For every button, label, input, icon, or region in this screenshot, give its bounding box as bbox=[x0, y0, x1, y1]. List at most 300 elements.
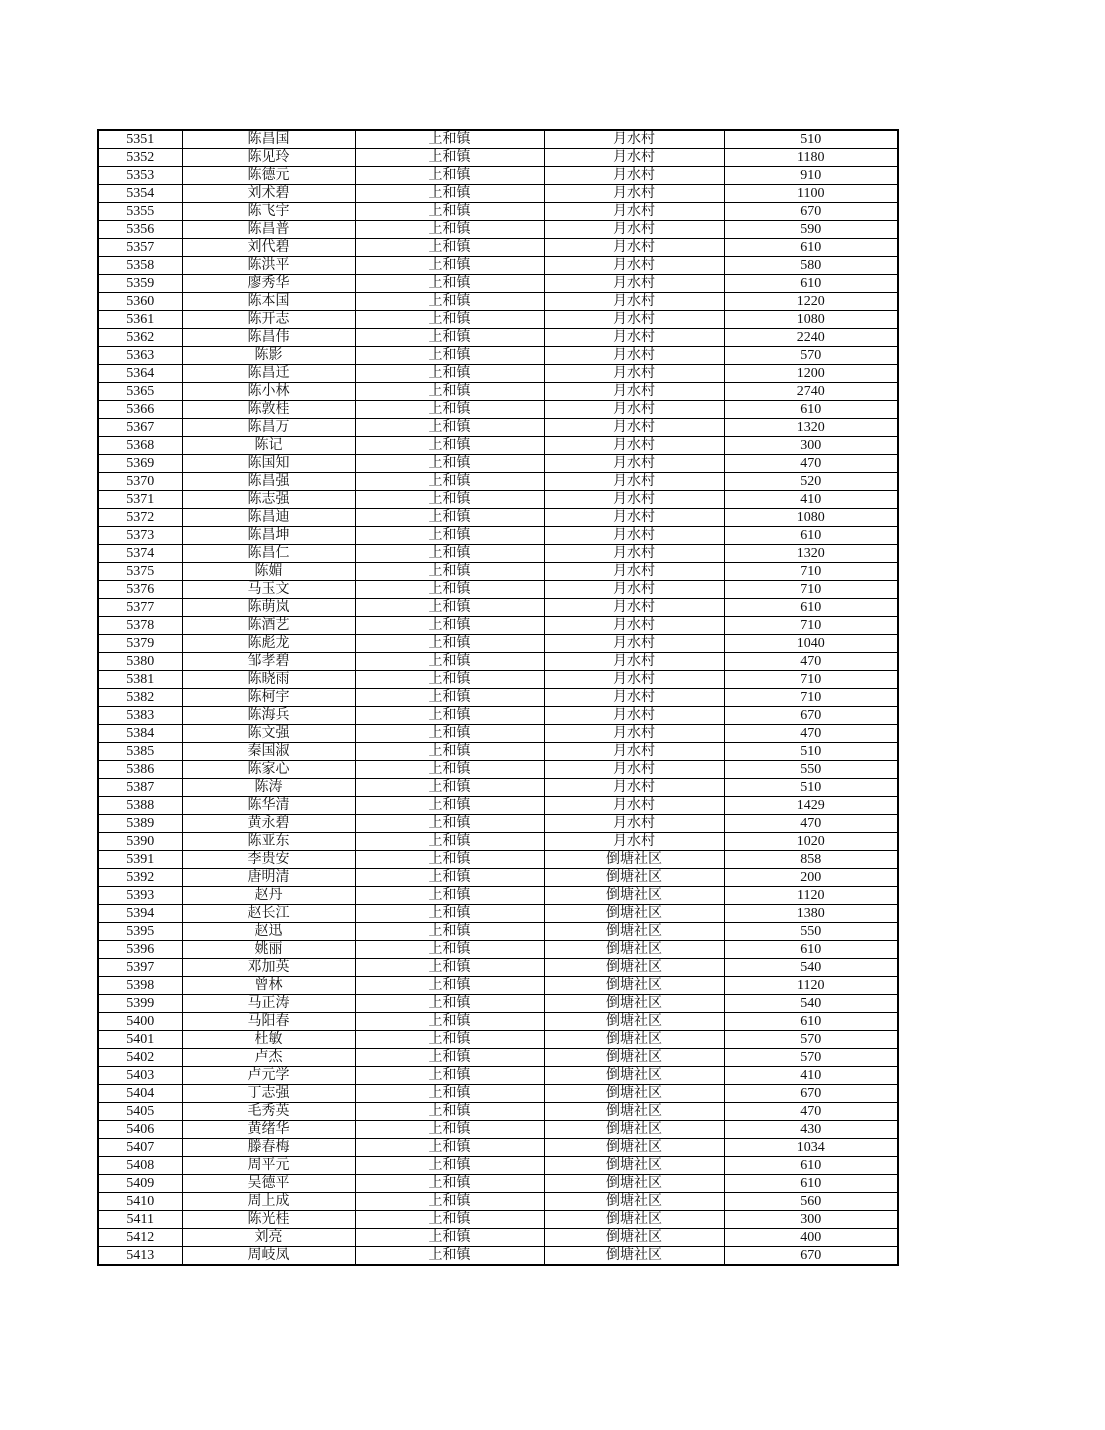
name-cell: 陈萌岚 bbox=[182, 599, 355, 617]
row-number-cell: 5411 bbox=[98, 1211, 182, 1229]
village-cell: 月水村 bbox=[544, 581, 724, 599]
amount-cell: 1020 bbox=[724, 833, 898, 851]
town-cell: 上和镇 bbox=[355, 851, 544, 869]
name-cell: 吴德平 bbox=[182, 1175, 355, 1193]
row-number-cell: 5408 bbox=[98, 1157, 182, 1175]
town-cell: 上和镇 bbox=[355, 1211, 544, 1229]
village-cell: 月水村 bbox=[544, 743, 724, 761]
village-cell: 月水村 bbox=[544, 149, 724, 167]
village-cell: 月水村 bbox=[544, 563, 724, 581]
row-number-cell: 5398 bbox=[98, 977, 182, 995]
town-cell: 上和镇 bbox=[355, 1067, 544, 1085]
table-row bbox=[98, 869, 898, 887]
amount-cell: 610 bbox=[724, 599, 898, 617]
town-cell: 上和镇 bbox=[355, 419, 544, 437]
amount-cell: 1034 bbox=[724, 1139, 898, 1157]
row-number-cell: 5409 bbox=[98, 1175, 182, 1193]
amount-cell: 560 bbox=[724, 1193, 898, 1211]
amount-cell: 1320 bbox=[724, 419, 898, 437]
town-cell: 上和镇 bbox=[355, 491, 544, 509]
row-number-cell: 5374 bbox=[98, 545, 182, 563]
town-cell: 上和镇 bbox=[355, 599, 544, 617]
table-row bbox=[98, 797, 898, 815]
amount-cell: 610 bbox=[724, 527, 898, 545]
name-cell: 周岐凤 bbox=[182, 1247, 355, 1266]
row-number-cell: 5368 bbox=[98, 437, 182, 455]
name-cell: 陈开志 bbox=[182, 311, 355, 329]
name-cell: 陈本国 bbox=[182, 293, 355, 311]
amount-cell: 670 bbox=[724, 1085, 898, 1103]
village-cell: 月水村 bbox=[544, 815, 724, 833]
amount-cell: 570 bbox=[724, 347, 898, 365]
table-row bbox=[98, 437, 898, 455]
row-number-cell: 5372 bbox=[98, 509, 182, 527]
town-cell: 上和镇 bbox=[355, 383, 544, 401]
name-cell: 卢元学 bbox=[182, 1067, 355, 1085]
village-cell: 倒塘社区 bbox=[544, 1049, 724, 1067]
table-row bbox=[98, 725, 898, 743]
village-cell: 月水村 bbox=[544, 491, 724, 509]
row-number-cell: 5367 bbox=[98, 419, 182, 437]
village-cell: 月水村 bbox=[544, 455, 724, 473]
table-row bbox=[98, 185, 898, 203]
village-cell: 倒塘社区 bbox=[544, 995, 724, 1013]
town-cell: 上和镇 bbox=[355, 401, 544, 419]
town-cell: 上和镇 bbox=[355, 887, 544, 905]
table-row bbox=[98, 473, 898, 491]
row-number-cell: 5355 bbox=[98, 203, 182, 221]
table-row bbox=[98, 419, 898, 437]
row-number-cell: 5396 bbox=[98, 941, 182, 959]
row-number-cell: 5365 bbox=[98, 383, 182, 401]
row-number-cell: 5371 bbox=[98, 491, 182, 509]
village-cell: 月水村 bbox=[544, 707, 724, 725]
town-cell: 上和镇 bbox=[355, 545, 544, 563]
row-number-cell: 5387 bbox=[98, 779, 182, 797]
table-row bbox=[98, 545, 898, 563]
town-cell: 上和镇 bbox=[355, 1175, 544, 1193]
town-cell: 上和镇 bbox=[355, 203, 544, 221]
name-cell: 黄永碧 bbox=[182, 815, 355, 833]
amount-cell: 670 bbox=[724, 707, 898, 725]
village-cell: 月水村 bbox=[544, 617, 724, 635]
town-cell: 上和镇 bbox=[355, 1157, 544, 1175]
town-cell: 上和镇 bbox=[355, 653, 544, 671]
town-cell: 上和镇 bbox=[355, 275, 544, 293]
town-cell: 上和镇 bbox=[355, 167, 544, 185]
name-cell: 陈文强 bbox=[182, 725, 355, 743]
table-row bbox=[98, 347, 898, 365]
village-cell: 月水村 bbox=[544, 311, 724, 329]
row-number-cell: 5394 bbox=[98, 905, 182, 923]
name-cell: 刘亮 bbox=[182, 1229, 355, 1247]
name-cell: 赵迅 bbox=[182, 923, 355, 941]
table-row bbox=[98, 779, 898, 797]
town-cell: 上和镇 bbox=[355, 959, 544, 977]
table-row bbox=[98, 257, 898, 275]
name-cell: 陈飞宇 bbox=[182, 203, 355, 221]
village-cell: 倒塘社区 bbox=[544, 1067, 724, 1085]
name-cell: 陈海兵 bbox=[182, 707, 355, 725]
town-cell: 上和镇 bbox=[355, 815, 544, 833]
town-cell: 上和镇 bbox=[355, 1247, 544, 1266]
name-cell: 陈记 bbox=[182, 437, 355, 455]
name-cell: 邓加英 bbox=[182, 959, 355, 977]
name-cell: 陈志强 bbox=[182, 491, 355, 509]
village-cell: 月水村 bbox=[544, 419, 724, 437]
village-cell: 月水村 bbox=[544, 167, 724, 185]
row-number-cell: 5401 bbox=[98, 1031, 182, 1049]
table-row bbox=[98, 401, 898, 419]
amount-cell: 1200 bbox=[724, 365, 898, 383]
name-cell: 陈亚东 bbox=[182, 833, 355, 851]
row-number-cell: 5364 bbox=[98, 365, 182, 383]
name-cell: 丁志强 bbox=[182, 1085, 355, 1103]
table-row bbox=[98, 293, 898, 311]
name-cell: 姚丽 bbox=[182, 941, 355, 959]
village-cell: 月水村 bbox=[544, 185, 724, 203]
name-cell: 陈昌迁 bbox=[182, 365, 355, 383]
name-cell: 廖秀华 bbox=[182, 275, 355, 293]
amount-cell: 1100 bbox=[724, 185, 898, 203]
table-row bbox=[98, 833, 898, 851]
village-cell: 倒塘社区 bbox=[544, 869, 724, 887]
row-number-cell: 5385 bbox=[98, 743, 182, 761]
row-number-cell: 5404 bbox=[98, 1085, 182, 1103]
row-number-cell: 5352 bbox=[98, 149, 182, 167]
table-row bbox=[98, 130, 898, 149]
row-number-cell: 5386 bbox=[98, 761, 182, 779]
row-number-cell: 5390 bbox=[98, 833, 182, 851]
town-cell: 上和镇 bbox=[355, 761, 544, 779]
town-cell: 上和镇 bbox=[355, 743, 544, 761]
amount-cell: 610 bbox=[724, 239, 898, 257]
name-cell: 陈影 bbox=[182, 347, 355, 365]
table-row bbox=[98, 149, 898, 167]
name-cell: 陈昌国 bbox=[182, 130, 355, 149]
town-cell: 上和镇 bbox=[355, 1013, 544, 1031]
amount-cell: 610 bbox=[724, 401, 898, 419]
row-number-cell: 5357 bbox=[98, 239, 182, 257]
name-cell: 马正涛 bbox=[182, 995, 355, 1013]
table-row bbox=[98, 1247, 898, 1266]
town-cell: 上和镇 bbox=[355, 725, 544, 743]
data-table bbox=[97, 129, 899, 1266]
row-number-cell: 5392 bbox=[98, 869, 182, 887]
village-cell: 月水村 bbox=[544, 599, 724, 617]
name-cell: 陈家心 bbox=[182, 761, 355, 779]
table-row bbox=[98, 743, 898, 761]
table-row bbox=[98, 1085, 898, 1103]
amount-cell: 470 bbox=[724, 653, 898, 671]
village-cell: 月水村 bbox=[544, 761, 724, 779]
row-number-cell: 5383 bbox=[98, 707, 182, 725]
town-cell: 上和镇 bbox=[355, 689, 544, 707]
amount-cell: 510 bbox=[724, 130, 898, 149]
row-number-cell: 5369 bbox=[98, 455, 182, 473]
amount-cell: 300 bbox=[724, 1211, 898, 1229]
row-number-cell: 5380 bbox=[98, 653, 182, 671]
town-cell: 上和镇 bbox=[355, 130, 544, 149]
amount-cell: 570 bbox=[724, 1049, 898, 1067]
name-cell: 邹孝碧 bbox=[182, 653, 355, 671]
village-cell: 倒塘社区 bbox=[544, 1211, 724, 1229]
row-number-cell: 5375 bbox=[98, 563, 182, 581]
row-number-cell: 5397 bbox=[98, 959, 182, 977]
name-cell: 李贵安 bbox=[182, 851, 355, 869]
town-cell: 上和镇 bbox=[355, 347, 544, 365]
amount-cell: 670 bbox=[724, 203, 898, 221]
amount-cell: 610 bbox=[724, 1175, 898, 1193]
row-number-cell: 5379 bbox=[98, 635, 182, 653]
row-number-cell: 5399 bbox=[98, 995, 182, 1013]
table-row bbox=[98, 1175, 898, 1193]
table-row bbox=[98, 1193, 898, 1211]
village-cell: 月水村 bbox=[544, 797, 724, 815]
town-cell: 上和镇 bbox=[355, 1085, 544, 1103]
amount-cell: 520 bbox=[724, 473, 898, 491]
name-cell: 陈洪平 bbox=[182, 257, 355, 275]
amount-cell: 1120 bbox=[724, 887, 898, 905]
name-cell: 陈小林 bbox=[182, 383, 355, 401]
table-body bbox=[98, 130, 898, 1265]
table-row bbox=[98, 1031, 898, 1049]
village-cell: 倒塘社区 bbox=[544, 1085, 724, 1103]
amount-cell: 200 bbox=[724, 869, 898, 887]
table-row bbox=[98, 329, 898, 347]
town-cell: 上和镇 bbox=[355, 977, 544, 995]
town-cell: 上和镇 bbox=[355, 671, 544, 689]
town-cell: 上和镇 bbox=[355, 581, 544, 599]
name-cell: 陈昌普 bbox=[182, 221, 355, 239]
name-cell: 陈酒艺 bbox=[182, 617, 355, 635]
town-cell: 上和镇 bbox=[355, 365, 544, 383]
amount-cell: 300 bbox=[724, 437, 898, 455]
table-row bbox=[98, 995, 898, 1013]
row-number-cell: 5403 bbox=[98, 1067, 182, 1085]
row-number-cell: 5353 bbox=[98, 167, 182, 185]
name-cell: 唐明清 bbox=[182, 869, 355, 887]
row-number-cell: 5413 bbox=[98, 1247, 182, 1266]
amount-cell: 1320 bbox=[724, 545, 898, 563]
amount-cell: 1120 bbox=[724, 977, 898, 995]
village-cell: 月水村 bbox=[544, 527, 724, 545]
town-cell: 上和镇 bbox=[355, 311, 544, 329]
amount-cell: 1380 bbox=[724, 905, 898, 923]
table-row bbox=[98, 923, 898, 941]
village-cell: 倒塘社区 bbox=[544, 977, 724, 995]
row-number-cell: 5412 bbox=[98, 1229, 182, 1247]
name-cell: 卢杰 bbox=[182, 1049, 355, 1067]
name-cell: 陈华清 bbox=[182, 797, 355, 815]
table-row bbox=[98, 887, 898, 905]
village-cell: 月水村 bbox=[544, 383, 724, 401]
name-cell: 刘术碧 bbox=[182, 185, 355, 203]
town-cell: 上和镇 bbox=[355, 509, 544, 527]
row-number-cell: 5373 bbox=[98, 527, 182, 545]
village-cell: 倒塘社区 bbox=[544, 1247, 724, 1266]
village-cell: 倒塘社区 bbox=[544, 923, 724, 941]
amount-cell: 430 bbox=[724, 1121, 898, 1139]
amount-cell: 410 bbox=[724, 1067, 898, 1085]
name-cell: 马阳春 bbox=[182, 1013, 355, 1031]
town-cell: 上和镇 bbox=[355, 1193, 544, 1211]
row-number-cell: 5391 bbox=[98, 851, 182, 869]
village-cell: 倒塘社区 bbox=[544, 1139, 724, 1157]
name-cell: 陈昌万 bbox=[182, 419, 355, 437]
name-cell: 陈光桂 bbox=[182, 1211, 355, 1229]
amount-cell: 510 bbox=[724, 743, 898, 761]
name-cell: 刘代碧 bbox=[182, 239, 355, 257]
row-number-cell: 5362 bbox=[98, 329, 182, 347]
row-number-cell: 5360 bbox=[98, 293, 182, 311]
town-cell: 上和镇 bbox=[355, 1103, 544, 1121]
row-number-cell: 5382 bbox=[98, 689, 182, 707]
amount-cell: 1080 bbox=[724, 311, 898, 329]
village-cell: 倒塘社区 bbox=[544, 1193, 724, 1211]
town-cell: 上和镇 bbox=[355, 257, 544, 275]
town-cell: 上和镇 bbox=[355, 149, 544, 167]
village-cell: 倒塘社区 bbox=[544, 905, 724, 923]
row-number-cell: 5354 bbox=[98, 185, 182, 203]
amount-cell: 610 bbox=[724, 1157, 898, 1175]
amount-cell: 470 bbox=[724, 815, 898, 833]
amount-cell: 710 bbox=[724, 671, 898, 689]
row-number-cell: 5389 bbox=[98, 815, 182, 833]
village-cell: 月水村 bbox=[544, 833, 724, 851]
town-cell: 上和镇 bbox=[355, 1229, 544, 1247]
town-cell: 上和镇 bbox=[355, 1121, 544, 1139]
table-row bbox=[98, 311, 898, 329]
amount-cell: 710 bbox=[724, 689, 898, 707]
town-cell: 上和镇 bbox=[355, 617, 544, 635]
town-cell: 上和镇 bbox=[355, 293, 544, 311]
village-cell: 月水村 bbox=[544, 257, 724, 275]
town-cell: 上和镇 bbox=[355, 239, 544, 257]
table-row bbox=[98, 527, 898, 545]
town-cell: 上和镇 bbox=[355, 1049, 544, 1067]
village-cell: 倒塘社区 bbox=[544, 1175, 724, 1193]
table-row bbox=[98, 959, 898, 977]
table-row bbox=[98, 239, 898, 257]
amount-cell: 610 bbox=[724, 275, 898, 293]
row-number-cell: 5410 bbox=[98, 1193, 182, 1211]
table-row bbox=[98, 1211, 898, 1229]
town-cell: 上和镇 bbox=[355, 1139, 544, 1157]
name-cell: 赵长江 bbox=[182, 905, 355, 923]
amount-cell: 610 bbox=[724, 941, 898, 959]
amount-cell: 570 bbox=[724, 1031, 898, 1049]
amount-cell: 470 bbox=[724, 455, 898, 473]
name-cell: 陈德元 bbox=[182, 167, 355, 185]
town-cell: 上和镇 bbox=[355, 1031, 544, 1049]
amount-cell: 590 bbox=[724, 221, 898, 239]
amount-cell: 710 bbox=[724, 617, 898, 635]
row-number-cell: 5359 bbox=[98, 275, 182, 293]
village-cell: 月水村 bbox=[544, 347, 724, 365]
village-cell: 倒塘社区 bbox=[544, 1229, 724, 1247]
table-row bbox=[98, 581, 898, 599]
village-cell: 月水村 bbox=[544, 239, 724, 257]
town-cell: 上和镇 bbox=[355, 995, 544, 1013]
village-cell: 月水村 bbox=[544, 275, 724, 293]
row-number-cell: 5376 bbox=[98, 581, 182, 599]
table-row bbox=[98, 905, 898, 923]
village-cell: 倒塘社区 bbox=[544, 1157, 724, 1175]
amount-cell: 1080 bbox=[724, 509, 898, 527]
name-cell: 陈国知 bbox=[182, 455, 355, 473]
village-cell: 月水村 bbox=[544, 293, 724, 311]
village-cell: 月水村 bbox=[544, 545, 724, 563]
village-cell: 月水村 bbox=[544, 329, 724, 347]
town-cell: 上和镇 bbox=[355, 635, 544, 653]
row-number-cell: 5406 bbox=[98, 1121, 182, 1139]
amount-cell: 1180 bbox=[724, 149, 898, 167]
table-row bbox=[98, 491, 898, 509]
amount-cell: 910 bbox=[724, 167, 898, 185]
town-cell: 上和镇 bbox=[355, 455, 544, 473]
amount-cell: 400 bbox=[724, 1229, 898, 1247]
village-cell: 月水村 bbox=[544, 365, 724, 383]
table-row bbox=[98, 1049, 898, 1067]
amount-cell: 858 bbox=[724, 851, 898, 869]
table-row bbox=[98, 689, 898, 707]
town-cell: 上和镇 bbox=[355, 779, 544, 797]
row-number-cell: 5377 bbox=[98, 599, 182, 617]
town-cell: 上和镇 bbox=[355, 905, 544, 923]
table-row bbox=[98, 563, 898, 581]
village-cell: 倒塘社区 bbox=[544, 959, 724, 977]
table-row bbox=[98, 1103, 898, 1121]
village-cell: 月水村 bbox=[544, 635, 724, 653]
amount-cell: 540 bbox=[724, 959, 898, 977]
table-row bbox=[98, 617, 898, 635]
name-cell: 陈见玲 bbox=[182, 149, 355, 167]
name-cell: 滕春梅 bbox=[182, 1139, 355, 1157]
row-number-cell: 5402 bbox=[98, 1049, 182, 1067]
amount-cell: 580 bbox=[724, 257, 898, 275]
town-cell: 上和镇 bbox=[355, 527, 544, 545]
name-cell: 周平元 bbox=[182, 1157, 355, 1175]
town-cell: 上和镇 bbox=[355, 329, 544, 347]
town-cell: 上和镇 bbox=[355, 563, 544, 581]
amount-cell: 1429 bbox=[724, 797, 898, 815]
village-cell: 月水村 bbox=[544, 130, 724, 149]
town-cell: 上和镇 bbox=[355, 797, 544, 815]
table-row bbox=[98, 509, 898, 527]
row-number-cell: 5358 bbox=[98, 257, 182, 275]
village-cell: 月水村 bbox=[544, 725, 724, 743]
table-row bbox=[98, 1013, 898, 1031]
amount-cell: 710 bbox=[724, 581, 898, 599]
name-cell: 陈昌强 bbox=[182, 473, 355, 491]
name-cell: 赵丹 bbox=[182, 887, 355, 905]
row-number-cell: 5393 bbox=[98, 887, 182, 905]
amount-cell: 2740 bbox=[724, 383, 898, 401]
town-cell: 上和镇 bbox=[355, 833, 544, 851]
village-cell: 月水村 bbox=[544, 437, 724, 455]
amount-cell: 710 bbox=[724, 563, 898, 581]
name-cell: 陈昌坤 bbox=[182, 527, 355, 545]
amount-cell: 410 bbox=[724, 491, 898, 509]
row-number-cell: 5361 bbox=[98, 311, 182, 329]
village-cell: 倒塘社区 bbox=[544, 1103, 724, 1121]
row-number-cell: 5400 bbox=[98, 1013, 182, 1031]
table-row bbox=[98, 941, 898, 959]
name-cell: 陈昌伟 bbox=[182, 329, 355, 347]
village-cell: 月水村 bbox=[544, 671, 724, 689]
amount-cell: 610 bbox=[724, 1013, 898, 1031]
